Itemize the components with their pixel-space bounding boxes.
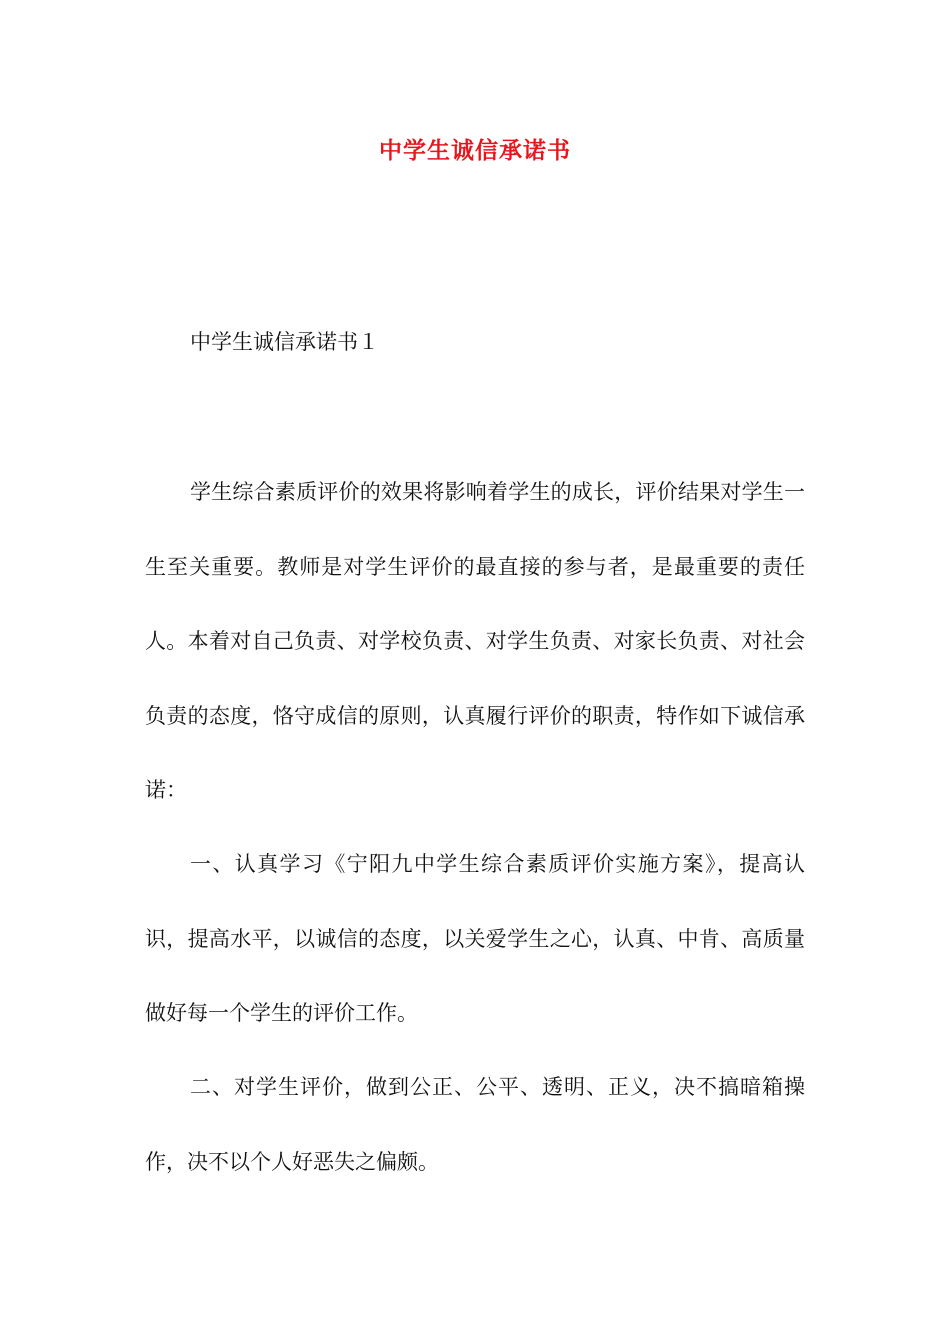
document-title: 中学生诚信承诺书 xyxy=(379,137,571,164)
section-heading: 中学生诚信承诺书１ xyxy=(190,330,379,354)
paragraph-item-2: 二、对学生评价，做到公正、公平、透明、正义，决不搞暗箱操作，决不以个人好恶失之偏颇。 xyxy=(145,1075,805,1174)
paragraph-intro: 学生综合素质评价的效果将影响着学生的成长，评价结果对学生一生至关重要。教师是对学生评价的最直接的参与者，是最重要的责任人。本着对自己负责、对学校负责、对学生负责、对家长负责、对社会负责的态度，恪守成信的原则，认真履行评价的职责，特作如下诚信承诺： xyxy=(145,480,805,802)
paragraph-item-1: 一、认真学习《宁阳九中学生综合素质评价实施方案》，提高认识，提高水平，以诚信的态度，以关爱学生之心，认真、中肯、高质量做好每一个学生的评价工作。 xyxy=(145,852,805,1025)
